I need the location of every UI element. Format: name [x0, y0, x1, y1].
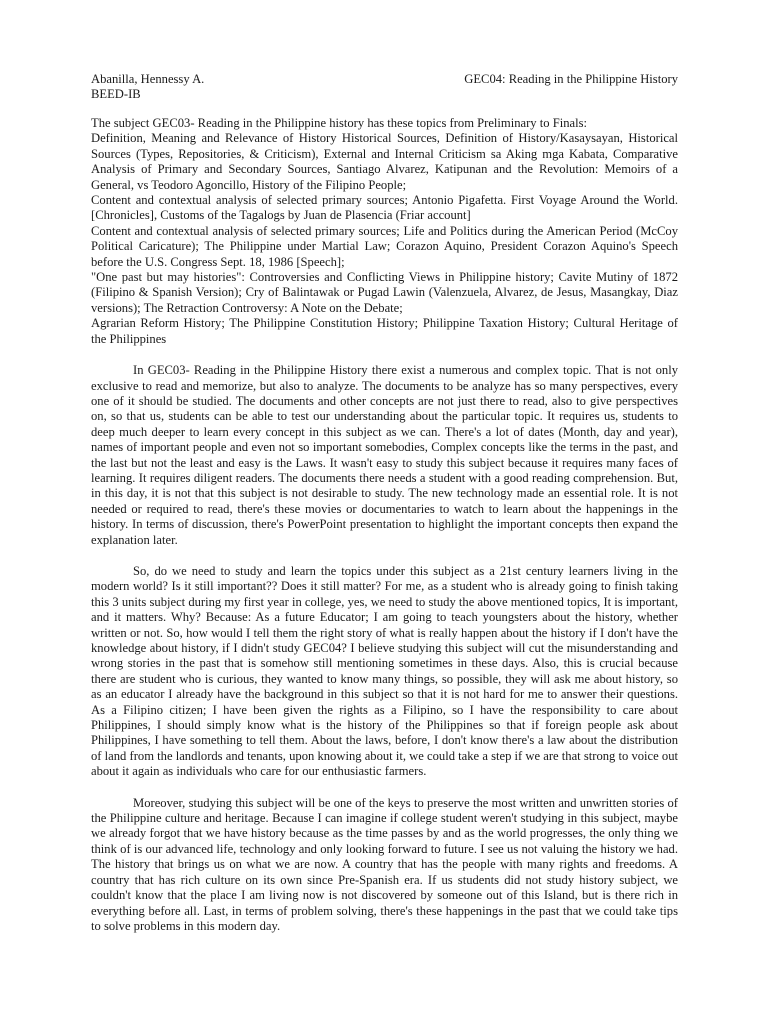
course-title: GEC04: Reading in the Philippine History	[464, 72, 678, 86]
author-name: Abanilla, Hennessy A.	[91, 72, 205, 86]
document-body	[91, 116, 678, 934]
body-paragraph-2: So, do we need to study and learn the topics under this subject as a 21st century learners living in the modern world? Is it still important?? Does it still matter? For me, as a student who is already going to finish taking this 3 units subject during my first year in college, yes, we need to study the above mentioned topics, It is important, and it matters. Why? Because: As a future Educator; I am going to teach youngsters about the history, whether written or not. So, how would I tell them the right story of what is really happen about the history if I don't have the knowledge about history, if I didn't study GEC04? I believe studying this subject will cut the misunderstanding and wrong stories in the past that is somehow still mentioning sometimes in these days. Also, this is crucial because there are student who is curious, they wanted to know many things, so possible, they will ask me about history, so as an educator I already have the background in this subject so that it is not hard for me to answer their questions. As a Filipino citizen; I have been given the rights as a Filipino, so I have the responsibility to care about Philippines, I should simply know what is the history of the Philippines so that if foreign people ask about Philippines, I have something to tell them. About the laws, before, I don't know there's a law about the distribution of land from the landlords and tenants, upon knowing about it, we could take a step if we are that strong to voice out about it again as individuals who care for our enthusiastic farmers.	[91, 563, 678, 779]
topic-item-controversies: "One past but may histories": Controversies and Conflicting Views in Philippine history; Cavite Mutiny of 1872 (Filipino & Spanish Version); Cry of Balintawak or Pugad Lawin (Valenzuela, Alvarez, de Jesus, Masangkay, Diaz versions); The Retraction Controversy: A Note on the Debate;	[91, 270, 678, 315]
header-row	[91, 72, 678, 87]
document-header	[91, 72, 678, 103]
paragraph-gap	[91, 780, 678, 796]
topic-item-prelim: Definition, Meaning and Relevance of History Historical Sources, Definition of History/Kasaysayan, Historical Sources (Types, Repositories, & Criticism), External and Internal Criticism sa Aking mga Kabata, Comparative Analysis of Primary and Secondary Sources, Santiago Alvarez, Katipunan and the Revolution: Memoirs of a General, vs Teodoro Agoncillo, History of the Filipino People;	[91, 131, 678, 192]
topic-item-finals: Agrarian Reform History; The Philippine Constitution History; Philippine Taxation History; Cultural Heritage of the Philippines	[91, 316, 678, 346]
topics-intro: The subject GEC03- Reading in the Philippine history has these topics from Preliminary to Finals:	[91, 116, 587, 130]
paragraph-gap	[91, 548, 678, 564]
body-paragraph-3: Moreover, studying this subject will be one of the keys to preserve the most written and unwritten stories of the Philippine culture and heritage. Because I can imagine if college student weren't studying in this subject, maybe we already forgot that we have history because as the time passes by and as the world progresses, the only thing we think of is our advanced life, technology and only looking forward to future. I see us not valuing the history we had. The history that brings us on what we are now. A country that has the people with many rights and freedoms. A country that has rich culture on its own since Pre-Spanish era. If us students did not study history subject, we couldn't know that the place I am living now is not discovered by someone out of this Island, but is there rich in everything before all. Last, in terms of problem solving, there's these happenings in the past that we could take tips to solve problems in this modern day.	[91, 795, 678, 933]
topic-item-primary-sources-2: Content and contextual analysis of selected primary sources; Life and Politics during the American Period (McCoy Political Caricature); The Philippine under Martial Law; Corazon Aquino, President Corazon Aquino's Speech before the U.S. Congress Sept. 18, 1986 [Speech];	[91, 223, 678, 269]
paragraph-gap	[91, 347, 678, 363]
section-label: BEED-IB	[91, 87, 141, 102]
body-paragraph-1: In GEC03- Reading in the Philippine History there exist a numerous and complex topic. That is not only exclusive to read and memorize, but also to analyze. The documents to be analyze has so many perspectives, every one of it should be studied. The documents and other concepts are not just there to read, also to give perspectives on, so that us, students can be able to test our understanding about the particular topic. It requires us, students to deep much deeper to learn every concept in this subject as we can. There's a lot of dates (Month, day and year), names of important people and even not so important somebodies, Complex concepts like the terms in the past, and the last but not the least and easy is the Laws. It wasn't easy to study this subject because it requires many faces of learning. It requires diligent readers. The documents there needs a student with a good reading comprehension. But, in this day, it is not that this subject is not desirable to study. The new technology made an essential role. It is not needed or required to read, there's these movies or documentaries to watch to learn about the happenings in the history. In terms of discussion, there's PowerPoint presentation to highlight the important concepts then expand the explanation later.	[91, 363, 678, 547]
topic-item-primary-sources-1: Content and contextual analysis of selected primary sources; Antonio Pigafetta. First Voyage Around the World. [Chronicles], Customs of the Tagalogs by Juan de Plasencia (Friar account]	[91, 193, 678, 223]
